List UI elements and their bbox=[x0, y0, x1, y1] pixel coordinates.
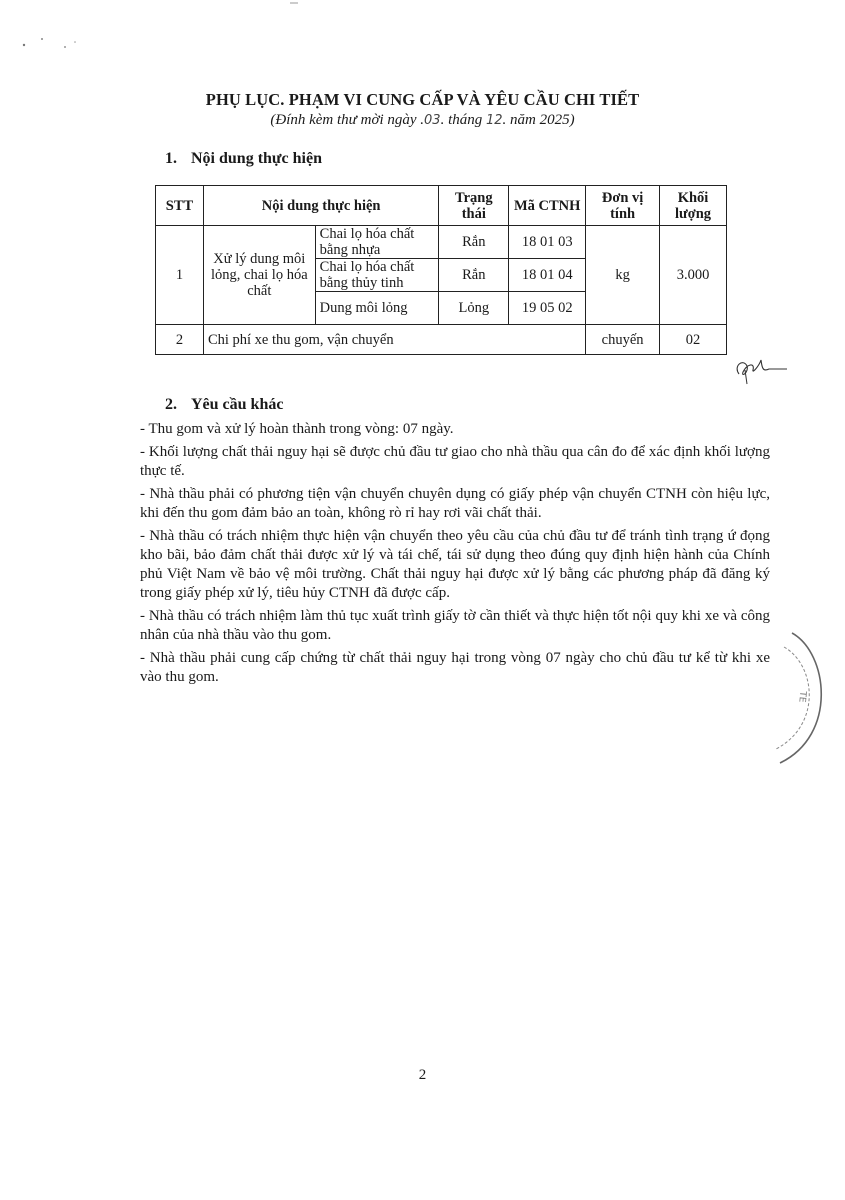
header-stt: STT bbox=[156, 186, 204, 226]
list-item: - Nhà thầu có trách nhiệm thực hiện vận chuyển theo yêu cầu của chủ đầu tư để tránh tình trạng ứ đọng kho bãi, bảo đảm chất thải được xử lý và tái chế, tái sử dụng theo đúng quy định hiện hành của Chính phủ Việt Nam về bảo vệ môi trường. Chất thải nguy hại được xử lý bằng các phương pháp đã đăng ký trong giấy phép xử lý, tiêu hủy CTNH đã được cấp. bbox=[140, 528, 770, 601]
scan-mark-top bbox=[290, 0, 300, 8]
item-name: Dung môi lỏng bbox=[315, 292, 439, 325]
header-content: Nội dung thực hiện bbox=[203, 186, 438, 226]
header-volume: Khối lượng bbox=[660, 186, 727, 226]
row1-stt: 1 bbox=[156, 226, 204, 325]
row2-stt: 2 bbox=[156, 325, 204, 355]
section-1-number: 1. bbox=[165, 150, 177, 167]
list-item: - Nhà thầu có trách nhiệm làm thủ tục xuất trình giấy tờ cần thiết và thực hiện tốt nội quy khi xe và công nhân của nhà thầu vào thu gom. bbox=[140, 608, 770, 643]
list-item: - Thu gom và xử lý hoàn thành trong vòng: 07 ngày. bbox=[140, 421, 454, 437]
row2-content: Chi phí xe thu gom, vận chuyển bbox=[203, 325, 585, 355]
item-state: Lỏng bbox=[439, 292, 509, 325]
table-row bbox=[156, 325, 727, 355]
item-state: Rắn bbox=[439, 259, 509, 292]
handwritten-day: 03 bbox=[424, 113, 441, 128]
list-item: - Nhà thầu phải có phương tiện vận chuyển chuyên dụng có giấy phép vận chuyển CTNH còn hiệu lực, khi đến thu gom đảm bảo an toàn, không rò rỉ hay rơi vãi chất thải. bbox=[140, 486, 770, 521]
list-item: - Khối lượng chất thải nguy hại sẽ được chủ đầu tư giao cho nhà thầu qua cân đo để xác định khối lượng thực tế. bbox=[140, 444, 770, 479]
item-code: 18 01 03 bbox=[509, 226, 586, 259]
handwritten-month: 12 bbox=[486, 113, 503, 128]
row1-group: Xử lý dung môi lỏng, chai lọ hóa chất bbox=[203, 226, 315, 325]
header-state: Trạng thái bbox=[439, 186, 509, 226]
partial-seal-stamp bbox=[770, 625, 845, 770]
subtitle-suffix: . năm 2025) bbox=[502, 112, 575, 128]
section-2-number: 2. bbox=[165, 396, 177, 413]
scope-table bbox=[155, 185, 727, 355]
header-unit: Đơn vị tính bbox=[586, 186, 660, 226]
header-code: Mã CTNH bbox=[509, 186, 586, 226]
row2-unit: chuyến bbox=[586, 325, 660, 355]
row1-volume: 3.000 bbox=[660, 226, 727, 325]
section-2-title: Yêu cầu khác bbox=[191, 396, 284, 413]
item-code: 19 05 02 bbox=[509, 292, 586, 325]
subtitle-middle: . tháng bbox=[440, 112, 486, 128]
page-number: 2 bbox=[418, 1067, 427, 1083]
item-name: Chai lọ hóa chất bằng nhựa bbox=[315, 226, 439, 259]
item-state: Rắn bbox=[439, 226, 509, 259]
subtitle-prefix: (Đính kèm thư mời ngày . bbox=[270, 112, 425, 128]
page-title: PHỤ LỤC. PHẠM VI CUNG CẤP VÀ YÊU CẦU CHI TIẾT bbox=[205, 90, 640, 109]
requirements-list bbox=[140, 420, 770, 691]
scan-specks bbox=[20, 35, 80, 55]
section-1-heading bbox=[165, 150, 322, 168]
table-header-row bbox=[156, 186, 727, 226]
row2-volume: 02 bbox=[660, 325, 727, 355]
item-code: 18 01 04 bbox=[509, 259, 586, 292]
page-subtitle bbox=[0, 112, 845, 129]
initials-signature bbox=[725, 352, 795, 392]
section-1-title: Nội dung thực hiện bbox=[191, 150, 322, 167]
row1-unit: kg bbox=[586, 226, 660, 325]
table-row bbox=[156, 226, 727, 259]
item-name: Chai lọ hóa chất bằng thủy tinh bbox=[315, 259, 439, 292]
svg-text:TE: TE bbox=[796, 690, 808, 703]
section-2-heading bbox=[165, 396, 283, 414]
list-item: - Nhà thầu phải cung cấp chứng từ chất thải nguy hại trong vòng 07 ngày cho chủ đầu tư kể từ khi xe vào thu gom. bbox=[140, 650, 770, 685]
